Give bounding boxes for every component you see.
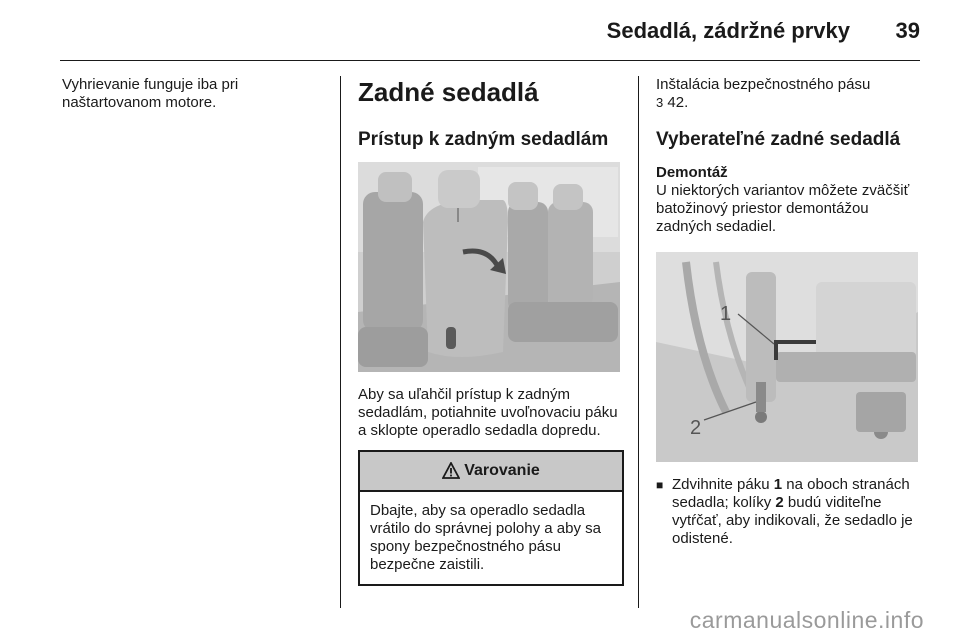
belt-installation-text: Inštalácia bezpečnostného pásu <box>656 76 871 93</box>
rear-seat-photo <box>358 162 620 372</box>
warning-header <box>360 452 622 492</box>
header-title: Sedadlá, zádržné prvky <box>606 18 850 43</box>
column-1 <box>62 76 322 112</box>
page-ref-icon: 3 <box>656 95 664 110</box>
subsection-rear-access: Prístup k zadným sedadlám <box>358 129 609 150</box>
warning-title: Varovanie <box>464 462 540 479</box>
section-title: Zadné sedadlá <box>358 77 539 107</box>
warning-text: Dbajte, aby sa operadlo sedadla vrátilo do správnej polohy a aby sa spony bezpečnostného pásu bezpečne zaistili. <box>370 502 601 573</box>
rear-seat-illustration <box>358 162 620 372</box>
warning-box <box>358 450 624 586</box>
seat-removal-illustration <box>656 252 918 462</box>
page-ref-number[interactable]: 42. <box>667 94 689 111</box>
column-2 <box>358 76 623 586</box>
bullet-text: Zdvihnite páku 1 na oboch stranách sedadla; kolíky 2 budú viditeľne vytŕčať, aby indikovali, že sedadlo je odistené. <box>672 476 913 547</box>
seat-removal-photo <box>656 252 918 462</box>
belt-installation-ref <box>656 76 924 112</box>
warning-icon <box>442 462 460 480</box>
bullet-icon: ■ <box>656 478 664 492</box>
figure-label-2: 2 <box>690 417 702 439</box>
column-3 <box>656 76 924 548</box>
column-divider-right <box>638 76 639 608</box>
header-rule <box>60 60 920 61</box>
subsection-removable-seats: Vyberateľné zadné sedadlá <box>656 129 901 150</box>
page-number: 39 <box>895 18 920 43</box>
list-item <box>656 476 924 548</box>
removal-heading: Demontáž <box>656 164 728 181</box>
figure-label-1: 1 <box>720 303 732 325</box>
removal-text: U niektorých variantov môžete zväčšiť batožinový priestor demontážou zadných sedadiel. <box>656 182 910 235</box>
watermark: carmanualsonline.info <box>689 607 924 633</box>
heating-note: Vyhrievanie funguje iba pri naštartovanom motore. <box>62 76 239 111</box>
column-divider-left <box>340 76 341 608</box>
access-instructions: Aby sa uľahčil prístup k zadným sedadlám, potiahnite uvoľnovaciu páku a sklopte operadlo sedadla dopredu. <box>358 386 618 439</box>
